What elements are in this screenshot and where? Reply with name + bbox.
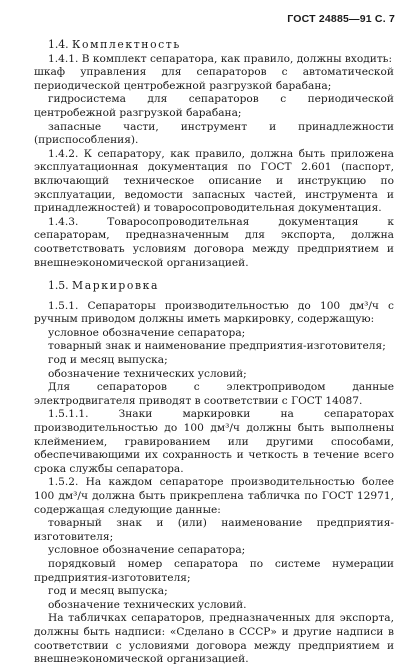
section-title: Маркировка bbox=[72, 279, 160, 293]
paragraph-1-5-1-1: 1.5.1.1. Знаки маркировки на сепараторах производительностью до 100 дм³/ч должны быть выполнены клеймением, гравированием или другими способами, обеспечивающими их сохранность и четкость в течение всего срока службы сепаратора. bbox=[34, 408, 394, 475]
paragraph-1-4-1: 1.4.1. В комплект сепаратора, как правило, должны входить: bbox=[48, 52, 393, 65]
list-item: обозначение технических условий; bbox=[48, 367, 247, 380]
list-item: год и месяц выпуска; bbox=[48, 585, 168, 598]
section-title: Комплектность bbox=[72, 38, 181, 51]
page-header: ГОСТ 24885—91 С. 7 bbox=[287, 13, 395, 25]
list-item: порядковый номер сепаратора по системе нумерации предприятия-изготовителя; bbox=[34, 557, 394, 584]
page-content bbox=[34, 38, 394, 667]
list-item: год и месяц выпуска; bbox=[48, 354, 168, 367]
paragraph-1-5-1: 1.5.1. Сепараторы производительностью до 100 дм³/ч с ручным приводом должны иметь маркировку, содержащую: bbox=[34, 299, 394, 326]
list-item: товарный знак и (или) наименование предприятия-изготовителя; bbox=[34, 517, 394, 543]
list-item: условное обозначение сепаратора; bbox=[48, 326, 246, 339]
paragraph-1-4-2: 1.4.2. К сепаратору, как правило, должна быть приложена эксплуатационная документация по ГОСТ 2.601 (паспорт, включающий техническое описание и инструкцию по эксплуатации, ведомости запасных частей, инструмента и принадлежностей) и товаросопроводительная документация. bbox=[34, 147, 394, 215]
list-item: обозначение технических условий. bbox=[48, 598, 247, 611]
paragraph-electro: Для сепараторов с электроприводом данные электродвигателя приводят в соответствии с ГОСТ 14087. bbox=[34, 381, 394, 407]
section-number: 1.5. bbox=[48, 279, 69, 293]
list-item: шкаф управления для сепараторов с автоматической периодической центробежной разгрузкой барабана; bbox=[34, 66, 394, 92]
list-item: запасные части, инструмент и принадлежности (приспособления). bbox=[34, 120, 394, 147]
list-item: товарный знак и наименование предприятия-изготовителя; bbox=[48, 340, 386, 353]
section-number: 1.4. bbox=[48, 38, 69, 51]
section-heading-1-5 bbox=[34, 279, 394, 293]
section-heading-1-4 bbox=[34, 38, 394, 52]
paragraph-tables: На табличках сепараторов, предназначенных для экспорта, должны быть надписи: «Сделано в СССР» и другие надписи в соответствии с условиями договора между предприятием и внешнеэкономической организацией. bbox=[34, 612, 394, 666]
paragraph-1-4-3: 1.4.3. Товаросопроводительная документация к сепараторам, предназначенным для экспорта, должна соответствовать условиям договора между предприятием и внешнеэкономической организацией. bbox=[34, 215, 394, 269]
paragraph-1-5-2: 1.5.2. На каждом сепараторе производительностью более 100 дм³/ч должна быть прикреплена табличка по ГОСТ 12971, содержащая следующие данные: bbox=[34, 476, 394, 516]
list-item: условное обозначение сепаратора; bbox=[48, 544, 246, 557]
list-item: гидросистема для сепараторов с периодической центробежной разгрузкой барабана; bbox=[34, 93, 394, 119]
